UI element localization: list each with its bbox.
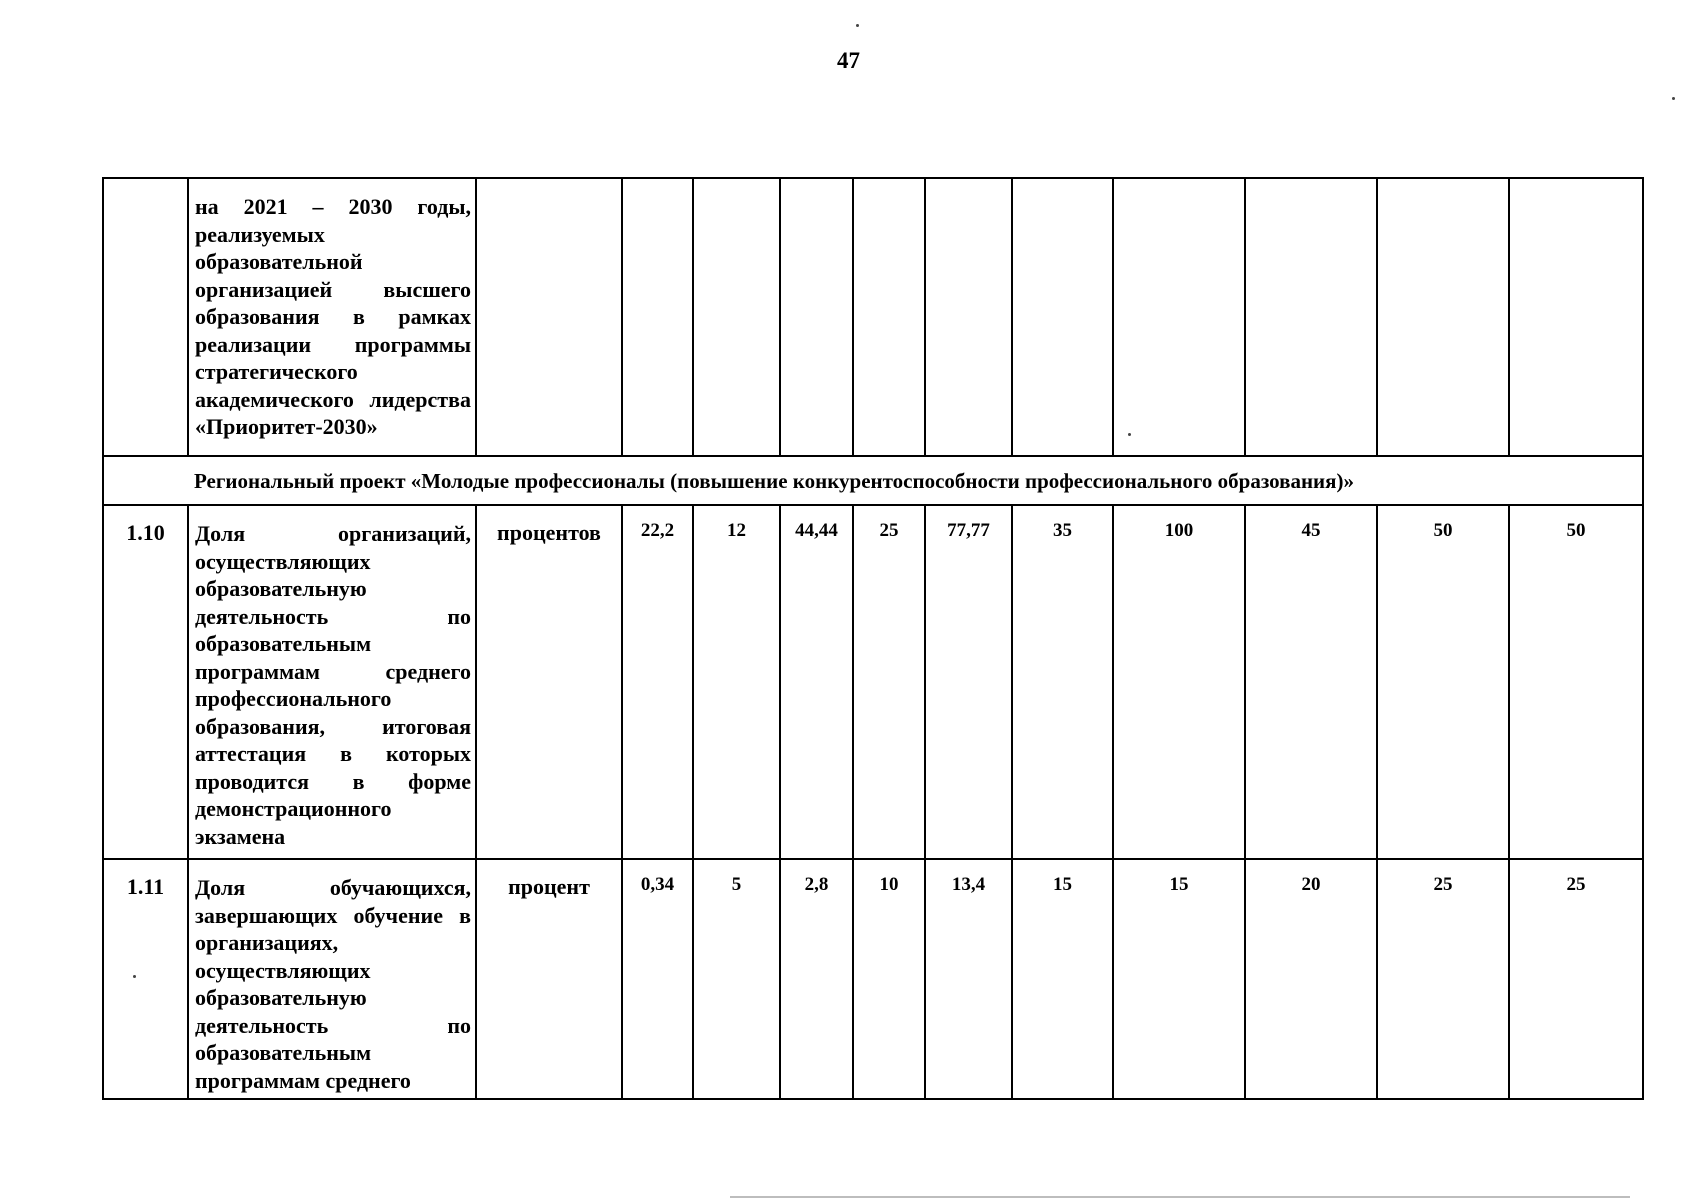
value-cell: 50 — [1509, 505, 1643, 859]
value-cell: 10 — [853, 859, 925, 1099]
section-header-row — [103, 456, 1643, 505]
value-cell — [925, 178, 1012, 456]
value-cell — [1509, 178, 1643, 456]
value-cell: 100 — [1113, 505, 1245, 859]
scan-speck — [133, 975, 136, 978]
value-cell: 5 — [693, 859, 780, 1099]
section-title: Региональный проект «Молодые профессионалы (повышение конкурентоспособности профессионального образования)» — [103, 456, 1643, 505]
page-number: 47 — [837, 48, 860, 73]
unit-cell — [476, 178, 622, 456]
value-cell — [1012, 178, 1113, 456]
table-row-continuation — [103, 178, 1643, 456]
value-cell: 20 — [1245, 859, 1377, 1099]
value-cell: 15 — [1012, 859, 1113, 1099]
indicator-name: Доля обучающихся, завершающих обучение в организациях, осуществляющих образовательную деятельность по образовательным программам среднего — [188, 859, 476, 1099]
row-number: 1.10 — [103, 505, 188, 859]
indicator-name: Доля организаций, осуществляющих образовательную деятельность по образовательным программам среднего профессионального образования, итоговая аттестация в которых проводится в форме демонстрационного экзамена — [188, 505, 476, 859]
value-cell: 50 — [1377, 505, 1509, 859]
scan-artifact-line — [730, 1196, 1630, 1198]
value-cell — [693, 178, 780, 456]
scan-speck — [856, 24, 859, 27]
value-cell: 45 — [1245, 505, 1377, 859]
row-number — [103, 178, 188, 456]
value-cell — [622, 178, 693, 456]
value-cell — [1113, 178, 1245, 456]
value-cell: 25 — [1509, 859, 1643, 1099]
unit-cell: процентов — [476, 505, 622, 859]
value-cell: 22,2 — [622, 505, 693, 859]
value-cell: 35 — [1012, 505, 1113, 859]
value-cell — [780, 178, 853, 456]
value-cell: 12 — [693, 505, 780, 859]
value-cell: 25 — [1377, 859, 1509, 1099]
value-cell: 0,34 — [622, 859, 693, 1099]
scan-speck — [1672, 97, 1675, 100]
value-cell — [1377, 178, 1509, 456]
value-cell: 2,8 — [780, 859, 853, 1099]
value-cell — [1245, 178, 1377, 456]
indicators-table — [102, 177, 1644, 1100]
row-number: 1.11 — [103, 859, 188, 1099]
value-cell: 13,4 — [925, 859, 1012, 1099]
table-row — [103, 505, 1643, 859]
value-cell — [853, 178, 925, 456]
value-cell: 77,77 — [925, 505, 1012, 859]
indicator-name: на 2021 – 2030 годы, реализуемых образовательной организацией высшего образования в рамках реализации программы стратегического академического лидерства «Приоритет-2030» — [188, 178, 476, 456]
value-cell: 25 — [853, 505, 925, 859]
scan-speck — [1128, 433, 1131, 436]
value-cell: 15 — [1113, 859, 1245, 1099]
unit-cell: процент — [476, 859, 622, 1099]
table-row — [103, 859, 1643, 1099]
value-cell: 44,44 — [780, 505, 853, 859]
